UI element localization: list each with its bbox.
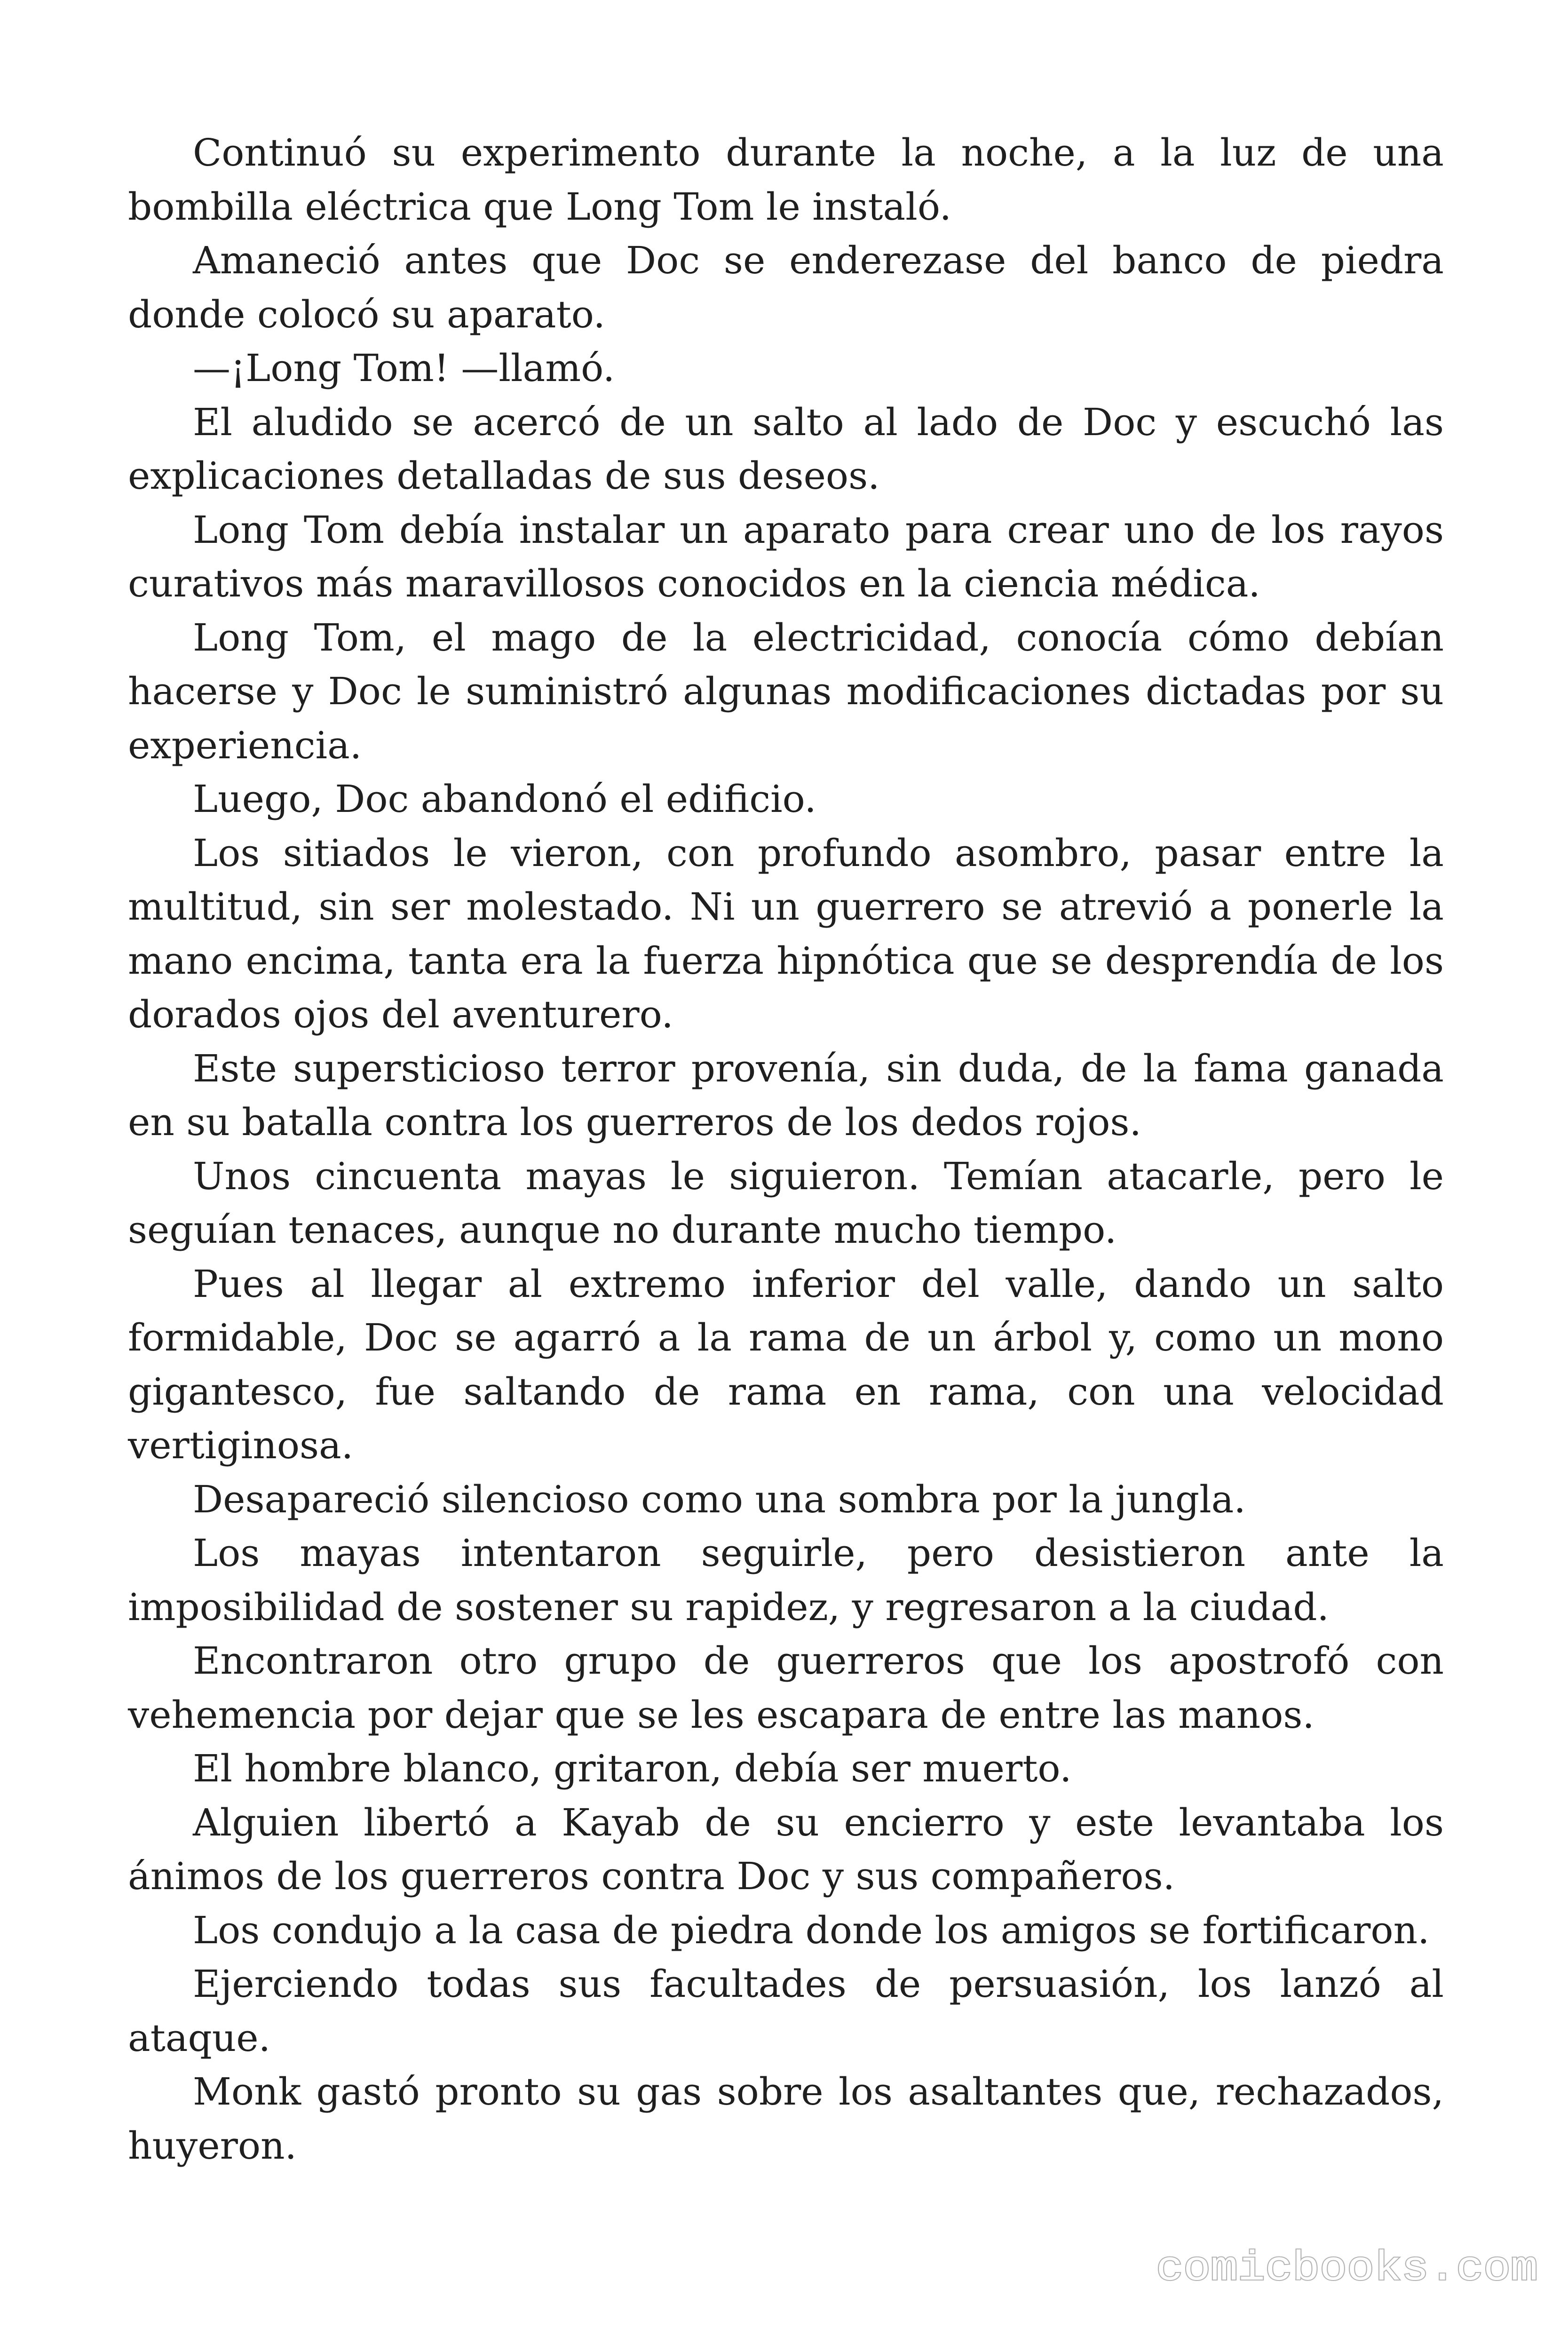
paragraph: El aludido se acercó de un salto al lado de Doc y escuchó las explicaciones detalladas de sus deseos. — [128, 400, 1444, 498]
paragraph: Amaneció antes que Doc se enderezase del banco de piedra donde colocó su aparato. — [128, 238, 1444, 336]
paragraph: Este supersticioso terror provenía, sin duda, de la fama ganada en su batalla contra los guerreros de los dedos rojos. — [128, 1046, 1444, 1144]
body-text — [128, 126, 1444, 2173]
paragraph: —¡Long Tom! —llamó. — [193, 346, 615, 390]
paragraph: Long Tom debía instalar un aparato para crear uno de los rayos curativos más maravillosos conocidos en la ciencia médica. — [128, 508, 1444, 605]
paragraph: Monk gastó pronto su gas sobre los asaltantes que, rechazados, huyeron. — [128, 2070, 1444, 2168]
paragraph: Continuó su experimento durante la noche, a la luz de una bombilla eléctrica que Long Tom le instaló. — [128, 131, 1444, 229]
watermark-logo — [1156, 2240, 1542, 2292]
watermark-text: comicbooks.com — [1156, 2246, 1538, 2292]
paragraph: Los sitiados le vieron, con profundo asombro, pasar entre la multitud, sin ser molestado. Ni un guerrero se atrevió a ponerle la mano encima, tanta era la fuerza hipnótica que se desprendía de los dorados ojos del aventurero. — [128, 831, 1444, 1036]
paragraph: El hombre blanco, gritaron, debía ser muerto. — [193, 1747, 1072, 1790]
paragraph: Pues al llegar al extremo inferior del valle, dando un salto formidable, Doc se agarró a la rama de un árbol y, como un mono gigantesco, fue saltando de rama en rama, con una velocidad vertiginosa. — [128, 1262, 1444, 1467]
paragraph: Ejerciendo todas sus facultades de persuasión, los lanzó al ataque. — [128, 1962, 1444, 2060]
paragraph: Long Tom, el mago de la electricidad, conocía cómo debían hacerse y Doc le suministró algunas modificaciones dictadas por su experiencia. — [128, 615, 1444, 767]
paragraph: Los condujo a la casa de piedra donde los amigos se fortificaron. — [193, 1908, 1430, 1952]
paragraph: Desapareció silencioso como una sombra por la jungla. — [193, 1477, 1246, 1521]
paragraph: Luego, Doc abandonó el edificio. — [193, 777, 816, 821]
paragraph: Los mayas intentaron seguirle, pero desistieron ante la imposibilidad de sostener su rapidez, y regresaron a la ciudad. — [128, 1531, 1444, 1629]
paragraph: Alguien libertó a Kayab de su encierro y este levantaba los ánimos de los guerreros contra Doc y sus compañeros. — [128, 1800, 1444, 1898]
watermark — [1156, 2240, 1542, 2292]
paragraph: Unos cincuenta mayas le siguieron. Temían atacarle, pero le seguían tenaces, aunque no durante mucho tiempo. — [128, 1154, 1444, 1252]
paragraph: Encontraron otro grupo de guerreros que los apostrofó con vehemencia por dejar que se les escapara de entre las manos. — [128, 1639, 1444, 1737]
